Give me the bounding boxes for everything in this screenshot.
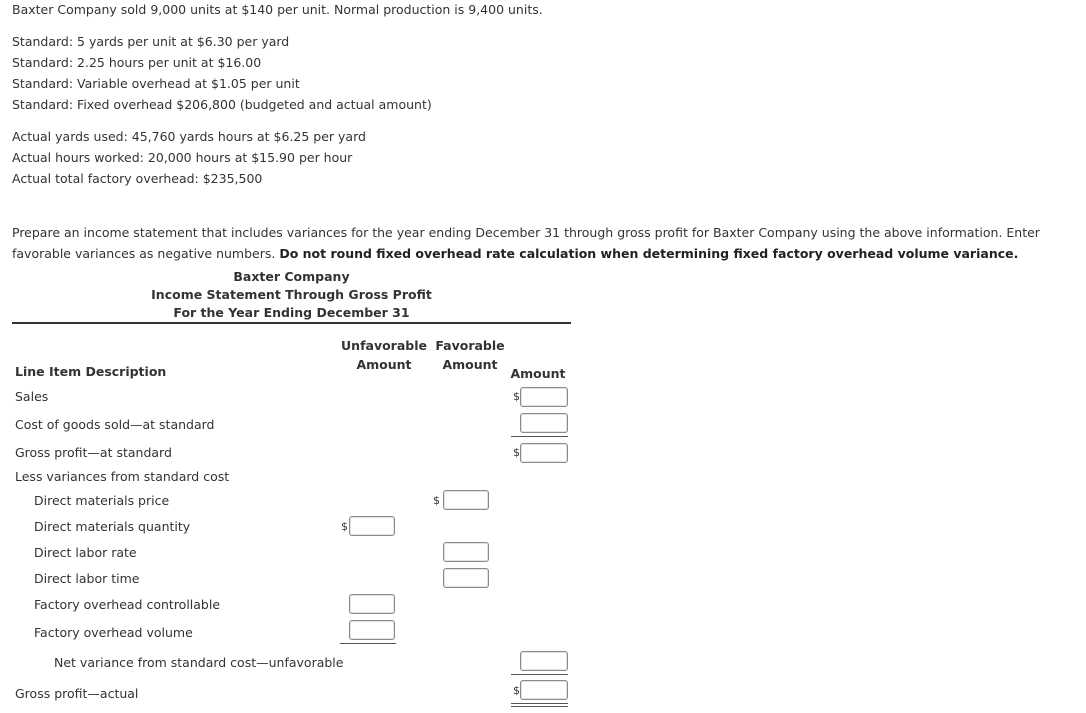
actual-yards: Actual yards used: 45,760 yards hours at $6.25 per yard xyxy=(12,129,366,144)
unfavorable-header-line2: Amount xyxy=(356,357,412,372)
dm-quantity-unfavorable-input[interactable] xyxy=(349,516,395,536)
gross-profit-double-underline-1 xyxy=(511,703,568,704)
gross-profit-actual-currency: $ xyxy=(513,684,520,697)
sales-currency: $ xyxy=(513,390,520,403)
row-foh-controllable-label: Factory overhead controllable xyxy=(34,597,221,612)
cogs-underline xyxy=(511,436,568,437)
favorable-header-line2: Amount xyxy=(442,357,498,372)
row-net-variance-label: Net variance from standard cost—unfavorable xyxy=(54,655,344,670)
statement-title: Income Statement Through Gross Profit xyxy=(151,287,432,302)
line-item-header: Line Item Description xyxy=(15,364,167,379)
header-rule xyxy=(12,322,571,324)
amount-column-header: Amount xyxy=(510,366,566,381)
net-variance-underline xyxy=(511,674,568,675)
problem-intro: Baxter Company sold 9,000 units at $140 per unit. Normal production is 9,400 units. xyxy=(12,2,543,17)
unfavorable-header-line1: Unfavorable xyxy=(341,338,427,353)
gross-profit-standard-currency: $ xyxy=(513,446,520,459)
favorable-column-header xyxy=(433,336,507,374)
row-gross-profit-standard-label: Gross profit—at standard xyxy=(15,445,172,460)
instructions xyxy=(12,222,1074,264)
row-dm-quantity-label: Direct materials quantity xyxy=(34,519,191,534)
favorable-header-line1: Favorable xyxy=(435,338,505,353)
actual-hours: Actual hours worked: 20,000 hours at $15.90 per hour xyxy=(12,150,353,165)
instruction-bold: Do not round fixed overhead rate calculation when determining fixed factory overhead volume variance. xyxy=(279,246,1019,261)
instruction-text: Prepare an income statement that includes variances for the year ending December 31 through gross profit for Baxter Company using the above information. Enter favorable variances as negative numbers. xyxy=(12,225,1040,261)
standard-fixed-overhead: Standard: Fixed overhead $206,800 (budgeted and actual amount) xyxy=(12,97,432,112)
row-cogs-label: Cost of goods sold—at standard xyxy=(15,417,215,432)
row-dl-rate-label: Direct labor rate xyxy=(34,545,137,560)
row-less-variances-label: Less variances from standard cost xyxy=(15,469,230,484)
dl-rate-favorable-input[interactable] xyxy=(443,542,489,562)
unfavorable-total-underline xyxy=(340,643,396,644)
gross-profit-standard-input[interactable] xyxy=(520,443,568,463)
sales-amount-input[interactable] xyxy=(520,387,568,407)
gross-profit-actual-input[interactable] xyxy=(520,680,568,700)
dm-price-favorable-input[interactable] xyxy=(443,490,489,510)
dm-price-currency: $ xyxy=(433,494,440,507)
row-dm-price-label: Direct materials price xyxy=(34,493,170,508)
unfavorable-column-header xyxy=(340,336,428,374)
row-sales-label: Sales xyxy=(15,389,49,404)
company-name: Baxter Company xyxy=(233,269,350,284)
row-dl-time-label: Direct labor time xyxy=(34,571,140,586)
foh-volume-unfavorable-input[interactable] xyxy=(349,620,395,640)
standard-variable-overhead: Standard: Variable overhead at $1.05 per unit xyxy=(12,76,300,91)
dm-quantity-currency: $ xyxy=(341,520,348,533)
actual-overhead: Actual total factory overhead: $235,500 xyxy=(12,171,263,186)
gross-profit-double-underline-2 xyxy=(511,706,568,707)
standard-materials: Standard: 5 yards per unit at $6.30 per yard xyxy=(12,34,290,49)
cogs-amount-input[interactable] xyxy=(520,413,568,433)
net-variance-amount-input[interactable] xyxy=(520,651,568,671)
dl-time-favorable-input[interactable] xyxy=(443,568,489,588)
statement-period: For the Year Ending December 31 xyxy=(173,305,410,320)
standard-labor: Standard: 2.25 hours per unit at $16.00 xyxy=(12,55,262,70)
foh-controllable-unfavorable-input[interactable] xyxy=(349,594,395,614)
row-gross-profit-actual-label: Gross profit—actual xyxy=(15,686,139,701)
row-foh-volume-label: Factory overhead volume xyxy=(34,625,193,640)
